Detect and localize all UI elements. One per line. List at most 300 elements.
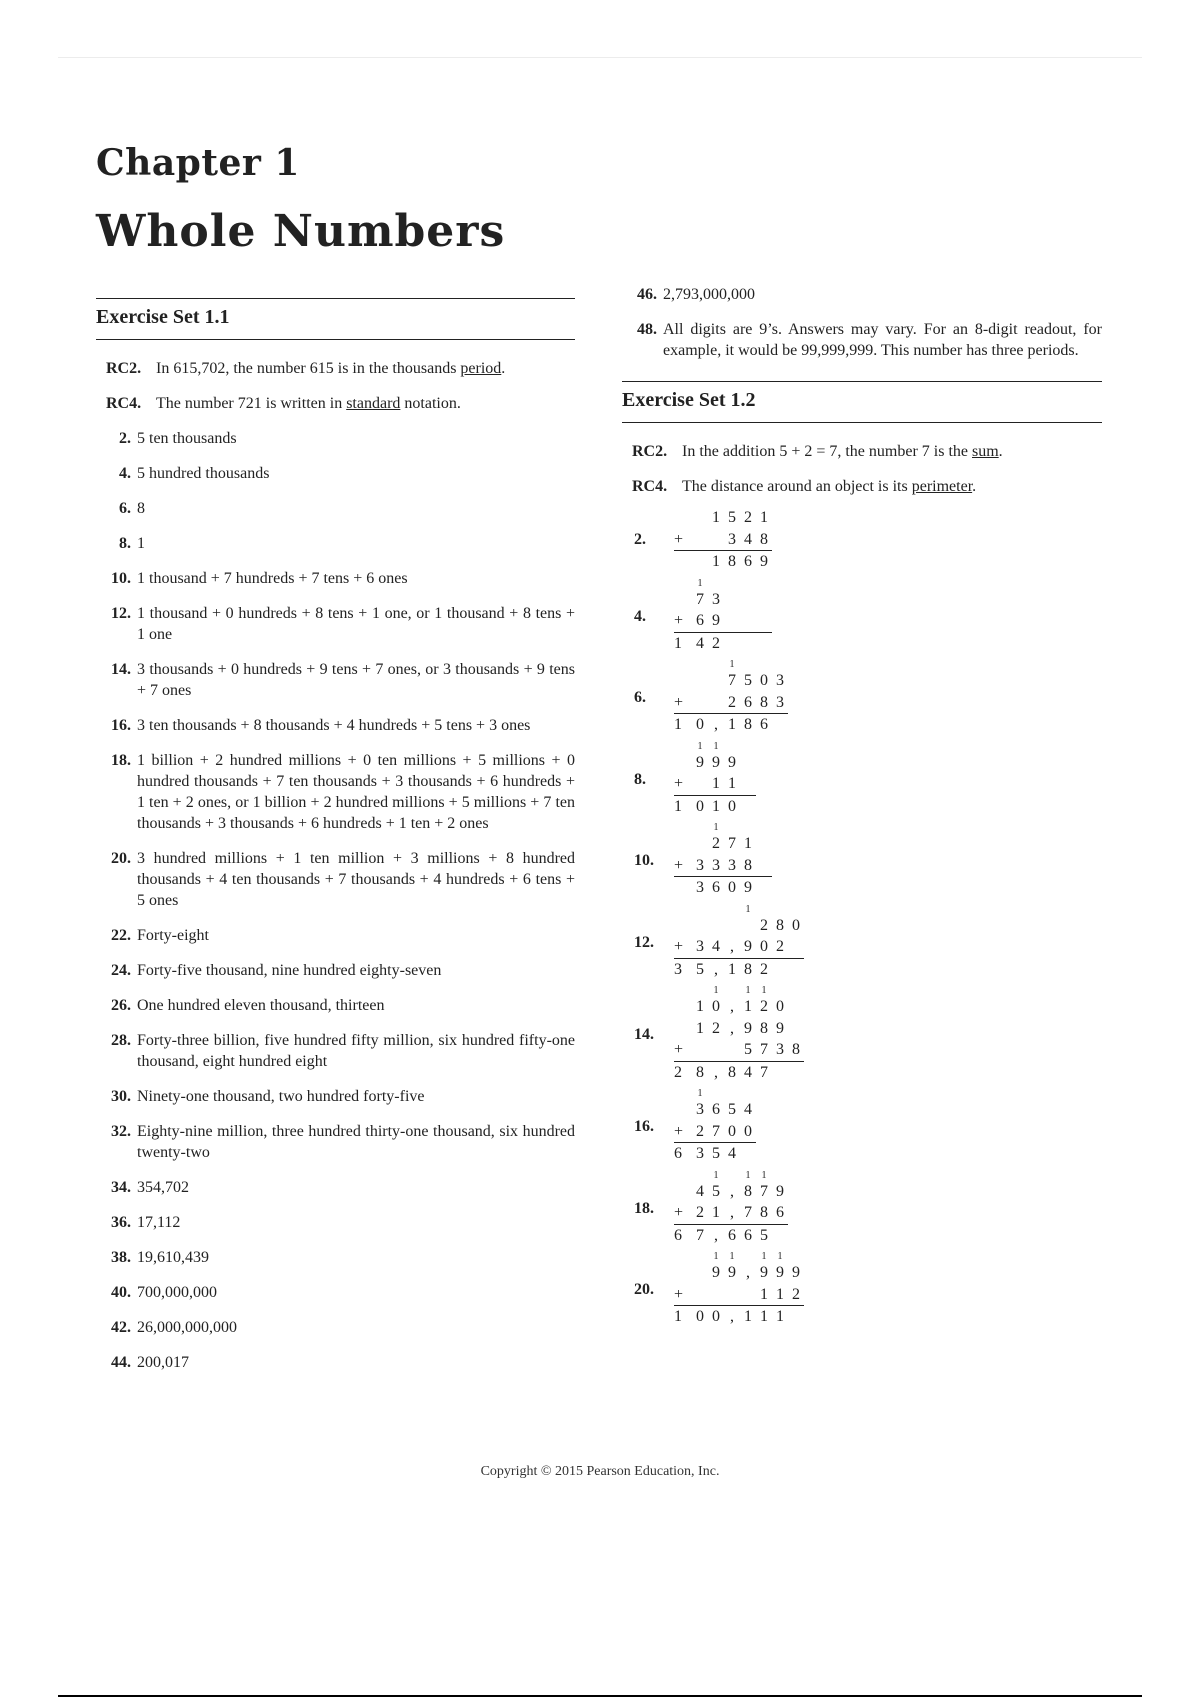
addition-work — [674, 660, 788, 736]
addend-digit: 5 — [744, 1041, 752, 1058]
item-number: 12. — [111, 605, 131, 622]
addend-digit: , — [730, 1019, 734, 1037]
answer-item — [96, 603, 575, 645]
addend-digit — [708, 692, 724, 714]
carry-digit — [756, 823, 772, 833]
item-number: RC2. — [632, 443, 668, 460]
sum-digit: 0 — [692, 795, 708, 818]
addend-digit: 8 — [760, 530, 768, 548]
item-text: Forty-eight — [137, 927, 209, 944]
addend-digit — [724, 1039, 740, 1061]
addend-digit: 8 — [760, 693, 768, 711]
carry-digit: 1 — [697, 577, 703, 589]
sum-digit: 1 — [772, 1305, 788, 1328]
addend-digit: 3 — [728, 856, 736, 874]
addend-digit: 9 — [712, 753, 720, 771]
sum-digit: , — [708, 1224, 724, 1247]
carry-digit — [724, 905, 740, 915]
carry-digit: 1 — [713, 1251, 719, 1262]
sum-digit: 1 — [674, 1305, 692, 1328]
item-number: 10. — [111, 570, 131, 587]
sum-digit: 3 — [692, 1142, 708, 1165]
addend-digit: 4 — [712, 938, 720, 955]
carry-digit: 1 — [761, 985, 767, 996]
carry-digit — [692, 660, 708, 670]
carry-digit: 1 — [713, 822, 719, 833]
problem-number: 2. — [634, 531, 646, 549]
problem-number: 20. — [634, 1281, 654, 1299]
addend-digit: 9 — [744, 1019, 752, 1037]
sum-digit: 8 — [740, 713, 756, 736]
addend-digit — [788, 1018, 804, 1040]
answer-item — [96, 1177, 575, 1198]
rc-item — [96, 393, 575, 414]
item-number: 20. — [111, 850, 131, 867]
carry-digit — [788, 905, 804, 915]
answer-blank: sum — [972, 443, 999, 460]
sum-digit: 2 — [708, 632, 724, 655]
problem-number: 16. — [634, 1118, 654, 1136]
sum-digit: 3 — [674, 958, 692, 981]
sum-digit — [772, 1061, 788, 1084]
carry-digit: 1 — [729, 659, 735, 670]
addend-digit: 1 — [744, 998, 752, 1015]
addend-digit: 0 — [728, 1122, 736, 1140]
addend-digit — [692, 507, 708, 529]
addend-digit — [724, 589, 740, 611]
addend-digit: 2 — [744, 509, 752, 526]
sum-digit — [756, 632, 772, 655]
addend-digit: 8 — [760, 1204, 768, 1221]
addend-digit: 5 — [728, 509, 736, 526]
sum-digit: 9 — [756, 550, 772, 573]
sum-digit — [772, 958, 788, 981]
sum-digit — [772, 1224, 788, 1247]
carry-digit — [674, 1089, 692, 1099]
sum-digit — [788, 958, 804, 981]
item-number: RC4. — [632, 478, 668, 495]
answer-blank: period — [460, 360, 502, 377]
addend-digit: 6 — [712, 1101, 720, 1118]
carry-digit: 1 — [713, 1169, 719, 1181]
addend-digit: 9 — [728, 1264, 736, 1281]
addend-digit: 7 — [712, 1122, 720, 1140]
sum-digit: 8 — [692, 1061, 708, 1084]
addend-digit: 9 — [728, 753, 736, 771]
answer-item — [96, 659, 575, 701]
addend-digit — [674, 1099, 692, 1121]
item-text: 1 billion + 2 hundred millions + 0 ten millions + 5 millions + 0 hundred thousands + 7 ten thousands + 3 thousands + 6 hundreds + 1 ten + 2 ones, or 1 billion + 2 hundred millions + 5 millions + 7 ten thousands + 3 thousands + 6 hundreds + 1 ten + 2 ones — [137, 752, 575, 832]
addition-problem — [622, 1089, 1102, 1165]
addend-digit — [674, 996, 692, 1018]
sum-digit: 0 — [692, 1305, 708, 1328]
item-text: In the addition 5 + 2 = 7, the number 7 is the sum. — [682, 443, 1003, 460]
carry-digit — [692, 905, 708, 915]
item-number: 26. — [111, 997, 131, 1014]
addend-digit: 8 — [744, 1182, 752, 1200]
item-text: 354,702 — [137, 1179, 189, 1196]
addend-digit: 6 — [744, 693, 752, 711]
carry-digit — [788, 1252, 804, 1262]
rc-item — [622, 476, 1102, 497]
addend-digit: 3 — [776, 672, 784, 689]
sum-digit: 3 — [692, 876, 708, 899]
addend-digit: 8 — [776, 916, 784, 934]
carry-digit — [724, 1089, 740, 1099]
sum-digit — [740, 1142, 756, 1165]
carry-digit — [674, 579, 692, 589]
answer-item — [96, 1317, 575, 1338]
addend-digit: 7 — [760, 1182, 768, 1200]
addition-work — [674, 1171, 788, 1247]
answer-item — [96, 1282, 575, 1303]
addend-digit — [692, 773, 708, 795]
addend-digit: 1 — [712, 509, 720, 526]
sum-digit: 6 — [724, 1224, 740, 1247]
sum-digit: 8 — [740, 958, 756, 981]
answer-item — [96, 1247, 575, 1268]
carry-digit — [772, 1171, 788, 1181]
answer-item — [96, 715, 575, 736]
addend-digit: 1 — [696, 1019, 704, 1037]
addend-digit: + — [674, 530, 684, 548]
addend-digit — [692, 1039, 708, 1061]
addend-digit — [674, 589, 692, 611]
addend-digit — [692, 915, 708, 937]
item-text: 2,793,000,000 — [663, 286, 755, 303]
addend-digit — [692, 1284, 708, 1306]
answer-item — [96, 995, 575, 1016]
sum-digit — [788, 1061, 804, 1084]
addend-digit: 1 — [728, 775, 736, 792]
addend-digit: + — [674, 1122, 684, 1140]
addend-digit — [674, 1181, 692, 1203]
addend-digit: 2 — [712, 1019, 720, 1037]
answer-item — [96, 750, 575, 834]
addend-digit — [724, 610, 740, 632]
sum-digit: 1 — [674, 713, 692, 736]
carry-digit: 1 — [761, 1251, 767, 1262]
addend-digit: 2 — [728, 693, 736, 711]
answer-item — [96, 568, 575, 589]
problem-number: 18. — [634, 1199, 654, 1217]
carry-digit — [674, 1252, 692, 1262]
item-text: Ninety-one thousand, two hundred forty-five — [137, 1088, 425, 1105]
addend-digit — [674, 752, 692, 774]
addend-digit: , — [730, 998, 734, 1015]
carry-digit — [674, 660, 692, 670]
sum-digit: 1 — [708, 550, 724, 573]
addend-digit — [692, 529, 708, 551]
addend-digit: 9 — [712, 612, 720, 629]
addend-digit — [756, 855, 772, 877]
addend-digit: 3 — [776, 693, 784, 711]
carry-digit: 1 — [713, 985, 719, 996]
addend-digit: 3 — [696, 938, 704, 955]
item-text: The distance around an object is its perimeter. — [682, 478, 977, 495]
carry-digit — [772, 660, 788, 670]
answer-item — [96, 1352, 575, 1373]
sum-digit: , — [708, 958, 724, 981]
carry-digit: 1 — [745, 1169, 751, 1181]
sum-digit: 8 — [724, 550, 740, 573]
item-text: 3 ten thousands + 8 thousands + 4 hundreds + 5 tens + 3 ones — [137, 717, 531, 734]
carry-digit: 1 — [745, 985, 751, 996]
carry-digit — [788, 986, 804, 996]
sum-digit — [740, 632, 756, 655]
addition-work — [674, 986, 804, 1083]
addend-digit: 0 — [776, 998, 784, 1015]
carry-digit — [772, 905, 788, 915]
carry-digit — [674, 986, 692, 996]
addend-digit — [740, 915, 756, 937]
addition-work — [674, 905, 804, 981]
carry-digit — [740, 579, 756, 589]
addend-digit: 0 — [744, 1122, 752, 1140]
addend-digit — [788, 996, 804, 1018]
addend-digit — [674, 833, 692, 855]
addend-digit — [756, 589, 772, 611]
addition-problem — [622, 986, 1102, 1083]
carry-digit — [756, 660, 772, 670]
item-number: 8. — [119, 535, 131, 552]
sum-digit: 0 — [708, 1305, 724, 1328]
item-text: Forty-five thousand, nine hundred eighty-seven — [137, 962, 442, 979]
sum-digit: 4 — [692, 632, 708, 655]
addend-digit: 6 — [696, 612, 704, 629]
sum-digit: 6 — [756, 713, 772, 736]
item-text: 3 hundred millions + 1 ten million + 3 millions + 8 hundred thousands + 4 ten thousands + 7 thousands + 4 hundreds + 6 tens + 5 ones — [137, 850, 575, 909]
item-number: 4. — [119, 465, 131, 482]
carry-digit — [740, 1252, 756, 1262]
item-number: 32. — [111, 1123, 131, 1140]
addition-work — [674, 823, 772, 899]
item-number: 6. — [119, 500, 131, 517]
item-number: 2. — [119, 430, 131, 447]
rc-item — [96, 358, 575, 379]
left-column — [96, 298, 575, 1387]
chapter-label: Chapter 1 — [96, 142, 300, 184]
item-text: The number 721 is written in standard notation. — [156, 395, 461, 412]
sum-digit: 6 — [740, 550, 756, 573]
sum-digit: , — [708, 713, 724, 736]
addend-digit: 7 — [728, 672, 736, 689]
addend-digit — [708, 915, 724, 937]
carry-digit: 1 — [745, 903, 751, 915]
answer-item — [96, 428, 575, 449]
problem-number: 6. — [634, 689, 646, 707]
item-number: 38. — [111, 1249, 131, 1266]
answer-item — [96, 925, 575, 946]
sum-digit: 5 — [708, 1142, 724, 1165]
addend-digit — [674, 670, 692, 692]
addend-digit: 8 — [792, 1041, 800, 1058]
item-number: 24. — [111, 962, 131, 979]
sum-digit: 1 — [724, 958, 740, 981]
addition-work — [674, 579, 772, 655]
addend-digit: 1 — [760, 509, 768, 526]
sum-digit: , — [708, 1061, 724, 1084]
addend-digit: 0 — [760, 672, 768, 689]
sum-digit — [674, 550, 692, 573]
addend-digit — [692, 670, 708, 692]
carry-digit — [674, 1171, 692, 1181]
sum-digit: 2 — [674, 1061, 692, 1084]
item-text: All digits are 9’s. Answers may vary. For an 8-digit readout, for example, it would be 99,999,999. This number has three periods. — [663, 321, 1102, 359]
addend-digit: 7 — [744, 1204, 752, 1221]
addend-digit: 8 — [744, 856, 752, 874]
addend-digit: 1 — [776, 1285, 784, 1303]
sum-digit: 5 — [756, 1224, 772, 1247]
answer-item — [96, 960, 575, 981]
sum-digit: 0 — [724, 795, 740, 818]
carry-digit — [740, 660, 756, 670]
page-top-rule — [58, 57, 1142, 58]
carry-digit — [692, 1171, 708, 1181]
addend-digit: + — [674, 693, 684, 711]
addend-digit: , — [746, 1264, 750, 1281]
addend-digit: 7 — [760, 1041, 768, 1058]
addend-digit: 8 — [760, 1019, 768, 1037]
addition-work — [674, 742, 756, 818]
addend-digit: , — [730, 938, 734, 955]
item-text: 200,017 — [137, 1354, 189, 1371]
answer-blank: standard — [346, 395, 401, 412]
answer-item — [96, 1212, 575, 1233]
addition-work — [674, 507, 772, 573]
answer-item — [96, 533, 575, 554]
item-text: 5 hundred thousands — [137, 465, 270, 482]
addend-digit: 9 — [712, 1264, 720, 1281]
addend-digit: 3 — [712, 856, 720, 874]
addend-digit: 2 — [696, 1122, 704, 1140]
item-number: 22. — [111, 927, 131, 944]
addend-digit: 7 — [696, 590, 704, 608]
item-number: 46. — [637, 286, 657, 303]
addend-digit: 1 — [712, 775, 720, 792]
addend-digit: 6 — [776, 1204, 784, 1221]
sum-digit — [772, 713, 788, 736]
item-number: 16. — [111, 717, 131, 734]
addend-digit: 9 — [792, 1264, 800, 1281]
sum-digit: 2 — [756, 958, 772, 981]
problem-number: 4. — [634, 607, 646, 625]
sum-digit: 7 — [756, 1061, 772, 1084]
problem-number: 8. — [634, 770, 646, 788]
addend-digit: 0 — [712, 998, 720, 1015]
carry-digit — [674, 823, 692, 833]
item-text: 3 thousands + 0 hundreds + 9 tens + 7 ones, or 3 thousands + 9 tens + 7 ones — [137, 661, 575, 699]
item-number: 42. — [111, 1319, 131, 1336]
item-number: 44. — [111, 1354, 131, 1371]
carry-digit: 1 — [777, 1251, 783, 1262]
item-text: 8 — [137, 500, 145, 517]
sum-digit: 1 — [674, 795, 692, 818]
sum-digit — [788, 1305, 804, 1328]
carry-digit — [740, 1089, 756, 1099]
addend-digit: 9 — [776, 1182, 784, 1200]
carry-digit: 1 — [697, 1088, 703, 1099]
addend-digit — [756, 833, 772, 855]
right-column — [622, 284, 1102, 1334]
item-number: 36. — [111, 1214, 131, 1231]
addend-digit — [788, 936, 804, 958]
addend-digit — [692, 833, 708, 855]
sum-digit: 8 — [724, 1061, 740, 1084]
addend-digit — [740, 589, 756, 611]
addition-problem — [622, 507, 1102, 573]
section-heading: Exercise Set 1.2 — [622, 381, 1102, 423]
addition-problem — [622, 1252, 1102, 1328]
addend-digit: 5 — [744, 672, 752, 689]
carry-digit — [772, 986, 788, 996]
addend-digit: + — [674, 612, 684, 629]
item-text: 1 thousand + 0 hundreds + 8 tens + 1 one, or 1 thousand + 8 tens + 1 one — [137, 605, 575, 643]
answer-item — [96, 1086, 575, 1107]
answer-item — [96, 498, 575, 519]
addend-digit: 3 — [712, 590, 720, 608]
carry-digit — [756, 579, 772, 589]
addend-digit — [740, 752, 756, 774]
carry-digit — [708, 1089, 724, 1099]
section-heading: Exercise Set 1.1 — [96, 298, 575, 340]
sum-digit: 1 — [724, 713, 740, 736]
addend-digit: 0 — [792, 916, 800, 934]
answer-blank: perimeter — [911, 478, 973, 495]
addend-digit — [724, 915, 740, 937]
sum-digit — [692, 550, 708, 573]
item-text: One hundred eleven thousand, thirteen — [137, 997, 385, 1014]
addend-digit: 4 — [744, 530, 752, 548]
addition-work — [674, 1252, 804, 1328]
sum-digit: 6 — [740, 1224, 756, 1247]
sum-digit: 4 — [724, 1142, 740, 1165]
addend-digit: 2 — [760, 998, 768, 1015]
addend-digit — [740, 610, 756, 632]
item-text: 700,000,000 — [137, 1284, 217, 1301]
addition-problem — [622, 579, 1102, 655]
addend-digit: 9 — [776, 1019, 784, 1037]
sum-digit — [674, 876, 692, 899]
sum-digit: 4 — [740, 1061, 756, 1084]
addition-problem — [622, 742, 1102, 818]
addition-problem — [622, 1171, 1102, 1247]
carry-digit — [724, 823, 740, 833]
carry-digit — [724, 986, 740, 996]
addend-digit: , — [730, 1204, 734, 1221]
sum-digit: , — [724, 1305, 740, 1328]
carry-digit: 1 — [713, 740, 719, 752]
addend-digit: + — [674, 1204, 684, 1221]
addend-digit: 1 — [696, 998, 704, 1015]
problem-number: 14. — [634, 1026, 654, 1043]
item-text: Forty-three billion, five hundred fifty million, six hundred fifty-one thousand, eight hundred eight — [137, 1032, 575, 1070]
answer-item — [622, 319, 1102, 361]
carry-digit — [724, 579, 740, 589]
item-number: 18. — [111, 752, 131, 769]
carry-digit — [740, 742, 756, 752]
carry-digit — [756, 905, 772, 915]
addend-digit: 9 — [744, 938, 752, 955]
addend-digit — [740, 1284, 756, 1306]
copyright-footer: Copyright © 2015 Pearson Education, Inc. — [480, 1464, 720, 1479]
addend-digit: + — [674, 775, 684, 792]
addend-digit — [674, 507, 692, 529]
answer-item — [96, 463, 575, 484]
addend-digit — [692, 1262, 708, 1284]
item-text: In 615,702, the number 615 is in the thousands period. — [156, 360, 506, 377]
carry-digit — [724, 742, 740, 752]
